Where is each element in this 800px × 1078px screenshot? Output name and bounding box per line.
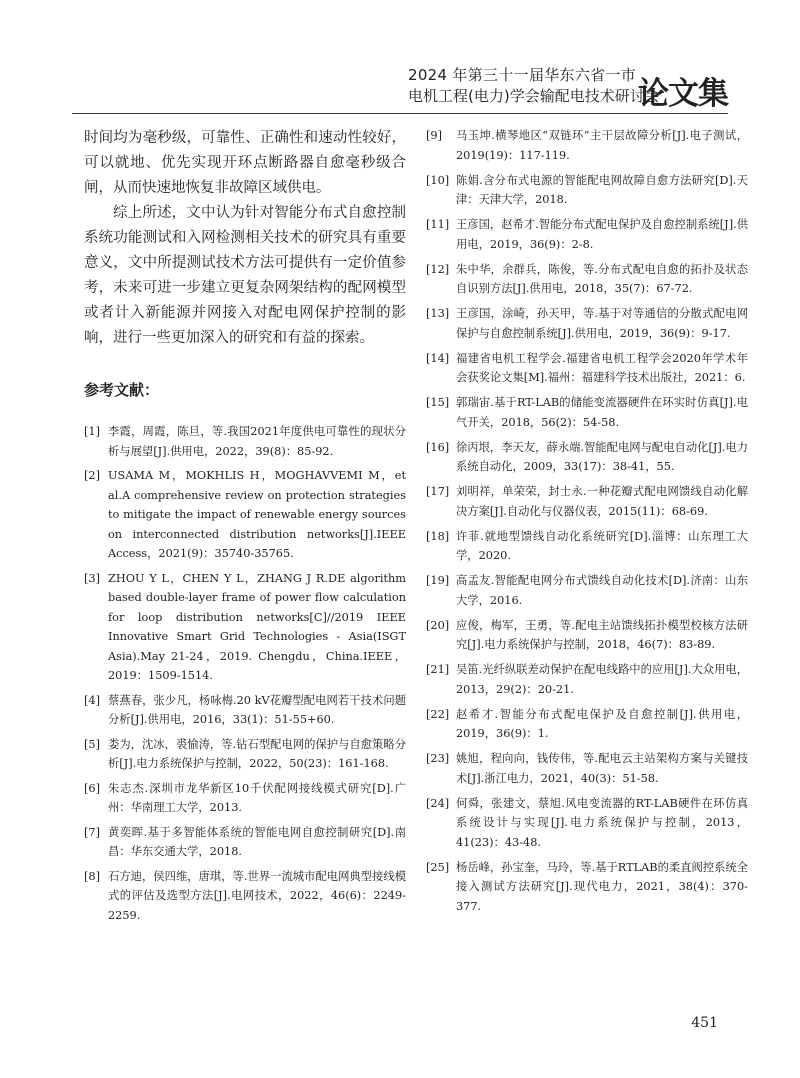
reference-item xyxy=(84,422,406,461)
reference-item xyxy=(426,705,748,744)
reference-text: 姚旭，程向向，钱传伟，等.配电云主站架构方案与关键技术[J].浙江电力，2021，40(3)：51-58. xyxy=(456,752,748,785)
reference-item xyxy=(84,823,406,862)
reference-number: [23] xyxy=(426,752,450,765)
reference-text: 黄奕晖.基于多智能体系统的智能电网自愈控制研究[D].南昌：华东交通大学，2018. xyxy=(108,825,406,858)
reference-number: [14] xyxy=(426,351,450,365)
reference-text: 朱中华，余群兵，陈俊，等.分布式配电自愈的拓扑及状态自识别方法[J].供用电，2018，35(7)：67-72. xyxy=(456,262,748,295)
reference-item xyxy=(426,794,748,853)
reference-item xyxy=(426,749,748,788)
reference-text: 何舜，张建文，蔡旭.风电变流器的RT-LAB硬件在环仿真系统设计与实现[J].电力系统保护与控制，2013，41(23)：43-48. xyxy=(456,796,748,849)
reference-text: 赵希才.智能分布式配电保护及自愈控制[J].供用电，2019，36(9)：1. xyxy=(456,707,748,740)
references-heading: 参考文献： xyxy=(84,381,160,399)
reference-text: 陈娟.含分布式电源的智能配电网故障自愈方法研究[D].天津：天津大学，2018. xyxy=(456,173,748,206)
reference-number: [9] xyxy=(426,129,443,142)
reference-text: 徐丙垠，李天友，薛永端.智能配电网与配电自动化[J].电力系统自动化，2009，33(17)：38-41，55. xyxy=(456,440,748,473)
reference-number: [19] xyxy=(426,574,450,587)
body-paragraph-1: 时间均为毫秒级，可靠性、正确性和速动性较好，可以就地、优先实现开环点断路器自愈毫秒级合闸，从而快速地恢复非故障区域供电。 xyxy=(84,130,406,196)
reference-text: 应俊，梅军，王勇，等.配电主站馈线拓扑模型校核方法研究[J].电力系统保护与控制，2018，46(7)：83-89. xyxy=(456,618,748,651)
reference-text: 石方迪，侯四维，唐琪，等.世界一流城市配电网典型接线模式的评估及选型方法[J].电网技术，2022，46(6)：2249-2259. xyxy=(108,869,406,922)
running-header xyxy=(408,64,728,112)
reference-number: [21] xyxy=(426,663,450,676)
reference-text: 娄为，沈冰，裘愉涛，等.钻石型配电网的保护与自愈策略分析[J].电力系统保护与控制，2022，50(23)：161-168. xyxy=(108,737,406,770)
reference-text: 王彦国，涂崎，孙天甲，等.基于对等通信的分散式配电网保护与自愈控制系统[J].供用电，2019，36(9)：9-17. xyxy=(456,307,748,340)
reference-text: 李霞，周霞，陈旦，等.我国2021年度供电可靠性的现状分析与展望[J].供用电，2022，39(8)：85-92. xyxy=(108,425,406,458)
header-rule xyxy=(72,113,728,114)
reference-number: [12] xyxy=(426,262,450,276)
reference-number: [11] xyxy=(426,218,450,231)
reference-item xyxy=(426,215,748,254)
reference-text: 吴笛.光纤纵联差动保护在配电线路中的应用[J].大众用电，2013，29(2)：20-21. xyxy=(456,663,748,696)
reference-text: 王彦国，赵希才.智能分布式配电保护及自愈控制系统[J].供用电，2019，36(9)：2-8. xyxy=(456,218,748,251)
reference-item xyxy=(426,660,748,699)
page-number: 451 xyxy=(691,1015,718,1031)
reference-number: [3] xyxy=(84,571,101,585)
reference-number: [4] xyxy=(84,693,101,707)
reference-item xyxy=(84,569,406,686)
reference-text: 杨岳峰，孙宝奎，马玲，等.基于RTLAB的柔直阀控系统全接入测试方法研究[J].现代电力，2021，38(4)：370-377. xyxy=(456,860,748,913)
reference-number: [7] xyxy=(84,825,101,839)
reference-item xyxy=(84,691,406,730)
reference-item xyxy=(84,779,406,818)
reference-number: [24] xyxy=(426,796,450,810)
reference-number: [10] xyxy=(426,173,450,187)
reference-number: [25] xyxy=(426,860,450,874)
reference-number: [1] xyxy=(84,425,101,438)
reference-item xyxy=(84,867,406,926)
reference-number: [18] xyxy=(426,529,450,543)
reference-item xyxy=(426,616,748,655)
reference-text: USAMA M，MOKHLIS H，MOGHAVVEMI M，et al.A comprehensive review on protection strategies to mitigate the impact of renewable energy sources on interconnected distribution networks[J].IEEE Access，2021(9)：35740-35765. xyxy=(108,469,406,560)
reference-list-left xyxy=(84,422,406,925)
reference-number: [6] xyxy=(84,781,101,795)
reference-number: [8] xyxy=(84,869,101,883)
reference-number: [17] xyxy=(426,485,450,498)
reference-item xyxy=(426,858,748,917)
reference-text: 福建省电机工程学会.福建省电机工程学会2020年学术年会获奖论文集[M].福州：福建科学技术出版社，2021：6. xyxy=(456,351,748,384)
reference-text: 许菲.就地型馈线自动化系统研究[D].淄博：山东理工大学，2020. xyxy=(456,529,748,562)
reference-text: ZHOU Y L，CHEN Y L，ZHANG J R.DE algorithm based double-layer frame of power flow calculation for loop distribution networks[C]//2019 IEEE Innovative Smart Grid Technologies - Asia(ISGT Asia).May 21-24，2019. Chengdu，China.IEEE，2019：1509-1514. xyxy=(108,571,406,682)
reference-text: 郭瑞宙.基于RT-LAB的储能变流器硬件在环实时仿真[J].电气开关，2018，56(2)：54-58. xyxy=(456,396,748,429)
reference-text: 朱志杰.深圳市龙华新区10千伏配网接线模式研究[D].广州：华南理工大学，2013. xyxy=(108,781,406,814)
reference-item xyxy=(426,171,748,210)
reference-number: [16] xyxy=(426,440,450,454)
header-proceedings-label: 论文集 xyxy=(638,76,728,112)
reference-item xyxy=(426,304,748,343)
reference-item xyxy=(426,438,748,477)
reference-text: 刘明祥，单荣荣，封士永.一种花瓣式配电网馈线自动化解决方案[J].自动化与仪器仪表，2015(11)：68-69. xyxy=(456,485,748,518)
reference-item xyxy=(426,349,748,388)
reference-text: 马玉坤.横琴地区“双链环”主干层故障分析[J].电子测试，2019(19)：117-119. xyxy=(456,129,748,162)
reference-item xyxy=(426,482,748,521)
reference-number: [15] xyxy=(426,396,450,409)
reference-item xyxy=(84,466,406,564)
reference-item xyxy=(84,735,406,774)
reference-number: [5] xyxy=(84,737,101,751)
reference-list-right xyxy=(426,126,748,916)
reference-item xyxy=(426,126,748,165)
reference-item xyxy=(426,571,748,610)
reference-number: [22] xyxy=(426,707,450,721)
reference-number: [13] xyxy=(426,307,450,320)
body-paragraph-2: 综上所述，文中认为针对智能分布式自愈控制系统功能测试和入网检测相关技术的研究具有重要意义，文中所提测试技术方法可提供有一定价值参考，未来可进一步建立更复杂网架结构的配网模型或者计入新能源并网接入对配电网保护控制的影响，进行一些更加深入的研究和有益的探索。 xyxy=(84,205,406,346)
header-conference-line1: 2024 年第三十一届华东六省一市 xyxy=(408,66,637,84)
header-conference-line2: 电机工程(电力)学会输配电技术研讨会 xyxy=(408,87,660,105)
reference-number: [2] xyxy=(84,469,101,482)
right-column xyxy=(426,126,748,922)
body-text xyxy=(84,126,406,351)
left-column xyxy=(84,126,406,930)
reference-number: [20] xyxy=(426,618,450,632)
reference-text: 高孟友.智能配电网分布式馈线自动化技术[D].济南：山东大学，2016. xyxy=(456,574,748,607)
reference-item xyxy=(426,393,748,432)
reference-text: 蔡燕春，张少凡，杨咏梅.20 kV花瓣型配电网若干技术问题分析[J].供用电，2016，33(1)：51-55+60. xyxy=(108,693,406,726)
reference-item xyxy=(426,260,748,299)
reference-item xyxy=(426,527,748,566)
